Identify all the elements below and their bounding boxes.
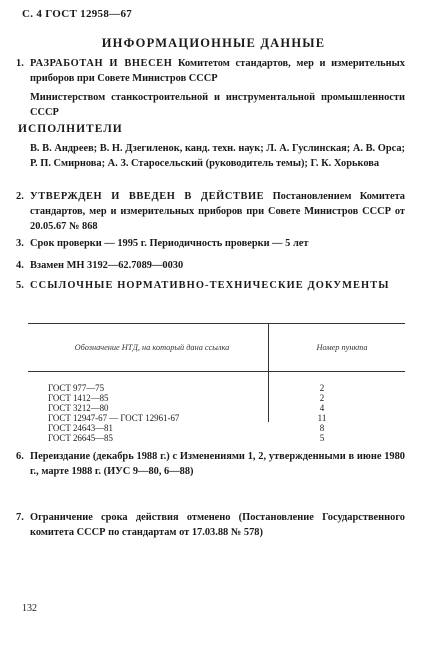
table-cell-item: 8 [319, 423, 325, 433]
item-7 [16, 510, 405, 540]
item-1 [16, 56, 405, 86]
item-2-number: 2. [16, 191, 24, 202]
item-5-number: 5. [16, 280, 24, 291]
table-top-rule [28, 323, 405, 324]
ministry-text: Министерством станкостроительной и инструментальной промышленности СССР [30, 92, 405, 118]
table-cell-item: 2 [319, 383, 325, 393]
table-row: ГОСТ 24643—81 [48, 423, 113, 433]
executors-list: В. В. Андреев; В. Н. Дзегиленок, канд. техн. наук; Л. А. Гуслинская; А. В. Орса; Р. П. Смирнова; А. З. Старосельский (руководитель темы); Г. К. Хорькова [30, 143, 405, 169]
item-5 [16, 278, 405, 293]
item-4 [16, 258, 405, 273]
page-header: С. 4 ГОСТ 12958—67 [22, 8, 133, 20]
item-4-text: Взамен МН 3192—62.7089—0030 [30, 260, 184, 271]
item-1-lead: РАЗРАБОТАН И ВНЕСЕН [30, 58, 173, 69]
table-header-document: Обозначение НТД, на который дана ссылка [74, 343, 230, 352]
section-title: ИНФОРМАЦИОННЫЕ ДАННЫЕ [101, 36, 326, 50]
item-6 [16, 449, 405, 479]
item-2-lead: УТВЕРЖДЕН И ВВЕДЕН В ДЕЙСТВИЕ [30, 191, 265, 202]
table-row: ГОСТ 12947-67 — ГОСТ 12961-67 [48, 413, 180, 423]
table-row: ГОСТ 26645—85 [48, 433, 113, 443]
table-row: ГОСТ 977—75 [48, 383, 105, 393]
item-3 [16, 236, 405, 251]
page-number: 132 [22, 603, 37, 614]
table-item-numbers [310, 383, 334, 443]
table-cell-item: 5 [319, 433, 325, 443]
item-6-number: 6. [16, 451, 24, 462]
item-3-text: Срок проверки — 1995 г. Периодичность проверки — 5 лет [30, 238, 309, 249]
item-2-text: Постановлением Комитета стандартов, мер и измерительных приборов при Совете Министров СССР от 20.05.67 № 868 [30, 191, 405, 232]
item-2 [16, 189, 405, 234]
item-1-text: Комитетом стандартов, мер и измерительных приборов при Совете Министров СССР [30, 58, 405, 84]
item-3-number: 3. [16, 238, 24, 249]
table-column-divider [268, 323, 269, 422]
table-cell-item: 11 [317, 413, 327, 423]
item-4-number: 4. [16, 260, 24, 271]
item-7-number: 7. [16, 512, 24, 523]
table-documents [48, 383, 179, 443]
item-7-text: Ограничение срока действия отменено (Постановление Государственного комитета СССР по стандартам от 17.03.88 № 578) [30, 512, 405, 538]
table-header-item: Номер пункта [316, 343, 368, 352]
item-5-text: ССЫЛОЧНЫЕ НОРМАТИВНО-ТЕХНИЧЕСКИЕ ДОКУМЕНТЫ [30, 280, 390, 291]
executors-heading: ИСПОЛНИТЕЛИ [18, 123, 123, 135]
item-1-number: 1. [16, 58, 24, 69]
table-cell-item: 4 [319, 403, 325, 413]
table-row: ГОСТ 1412—85 [48, 393, 109, 403]
table-header-rule [28, 371, 405, 372]
item-6-text: Переиздание (декабрь 1988 г.) с Изменениями 1, 2, утвержденными в июне 1980 г., марте 1988 г. (ИУС 9—80, 6—88) [30, 451, 405, 477]
table-row: ГОСТ 3212—80 [48, 403, 109, 413]
table-cell-item: 2 [319, 393, 325, 403]
